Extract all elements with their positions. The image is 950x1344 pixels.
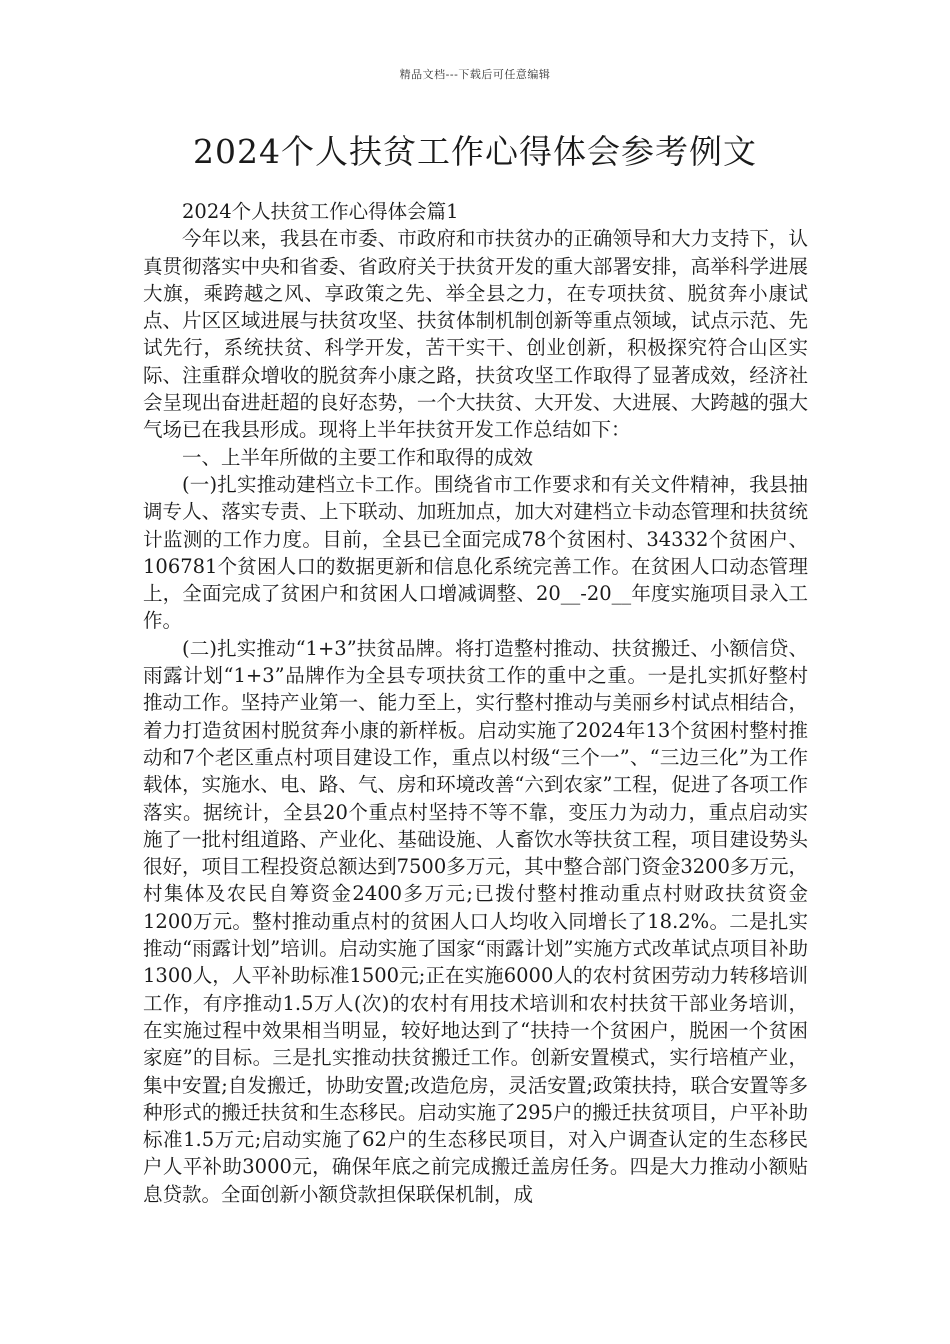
document-title: 2024个人扶贫工作心得体会参考例文 xyxy=(193,132,757,171)
section-heading: 2024个人扶贫工作心得体会篇1 xyxy=(182,200,459,223)
body-paragraph: 今年以来，我县在市委、市政府和市扶贫办的正确领导和大力支持下，认真贯彻落实中央和省委、省政府关于扶贫开发的重大部署安排，高举科学进展大旗，乘跨越之风、享政策之先、举全县之力，在专项扶贫、脱贫奔小康试点、片区区域进展与扶贫攻坚、扶贫体制机制创新等重点领域，试点示范、先试先行，系统扶贫、科学开发，苦干实干、创业创新，积极探究符合山区实际、注重群众增收的脱贫奔小康之路，扶贫攻坚工作取得了显著成效，经济社会呈现出奋进赶超的良好态势，一个大扶贫、大开发、大进展、大跨越的强大气场已在我县形成。现将上半年扶贫开发工作总结如下： xyxy=(143,227,808,442)
body-paragraph: (二)扎实推动“1+3”扶贫品牌。将打造整村推动、扶贫搬迁、小额信贷、雨露计划“1+3”品牌作为全县专项扶贫工作的重中之重。一是扎实抓好整村推动工作。坚持产业第一、能力至上，实行整村推动与美丽乡村试点相结合，着力打造贫困村脱贫奔小康的新样板。启动实施了2024年13个贫困村整村推动和7个老区重点村项目建设工作，重点以村级“三个一”、“三边三化”为工作载体，实施水、电、路、气、房和环境改善“六到农家”工程，促进了各项工作落实。据统计，全县20个重点村坚持不等不靠，变压力为动力，重点启动实施了一批村组道路、产业化、基础设施、人畜饮水等扶贫工程，项目建设势头很好，项目工程投资总额达到7500多万元，其中整合部门资金3200多万元，村集体及农民自筹资金2400多万元;已拨付整村推动重点村财政扶贫资金1200万元。整村推动重点村的贫困人口人均收入同增长了18.2%。二是扎实推动“雨露计划”培训。启动实施了国家“雨露计划”实施方式改革试点项目补助1300人，人平补助标准1500元;正在实施6000人的农村贫困劳动力转移培训工作，有序推动1.5万人(次)的农村有用技术培训和农村扶贫干部业务培训，在实施过程中效果相当明显，较好地达到了“扶持一个贫困户，脱困一个贫困家庭”的目标。三是扎实推动扶贫搬迁工作。创新安置模式，实行培植产业，集中安置;自发搬迁，协助安置;改造危房，灵活安置;政策扶持，联合安置等多种形式的搬迁扶贫和生态移民。启动实施了295户的搬迁扶贫项目，户平补助标准1.5万元;启动实施了62户的生态移民项目，对入户调查认定的生态移民户人平补助3000元，确保年底之前完成搬迁盖房任务。四是大力推动小额贴息贷款。全面创新小额贷款担保联保机制，成 xyxy=(143,636,808,1206)
header-note: 精品文档---下载后可任意编辑 xyxy=(399,68,551,81)
body-paragraph: (一)扎实推动建档立卡工作。围绕省市工作要求和有关文件精神，我县抽调专人、落实专责、上下联动、加班加点，加大对建档立卡动态管理和扶贫统计监测的工作力度。目前，全县已全面完成78个贫困村、34332个贫困户、106781个贫困人口的数据更新和信息化系统完善工作。在贫困人口动态管理上，全面完成了贫困户和贫困人口增减调整、20__-20__年度实施项目录入工作。 xyxy=(143,472,808,633)
document-body xyxy=(143,198,808,1208)
subsection-heading: 一、上半年所做的主要工作和取得的成效 xyxy=(182,445,534,469)
